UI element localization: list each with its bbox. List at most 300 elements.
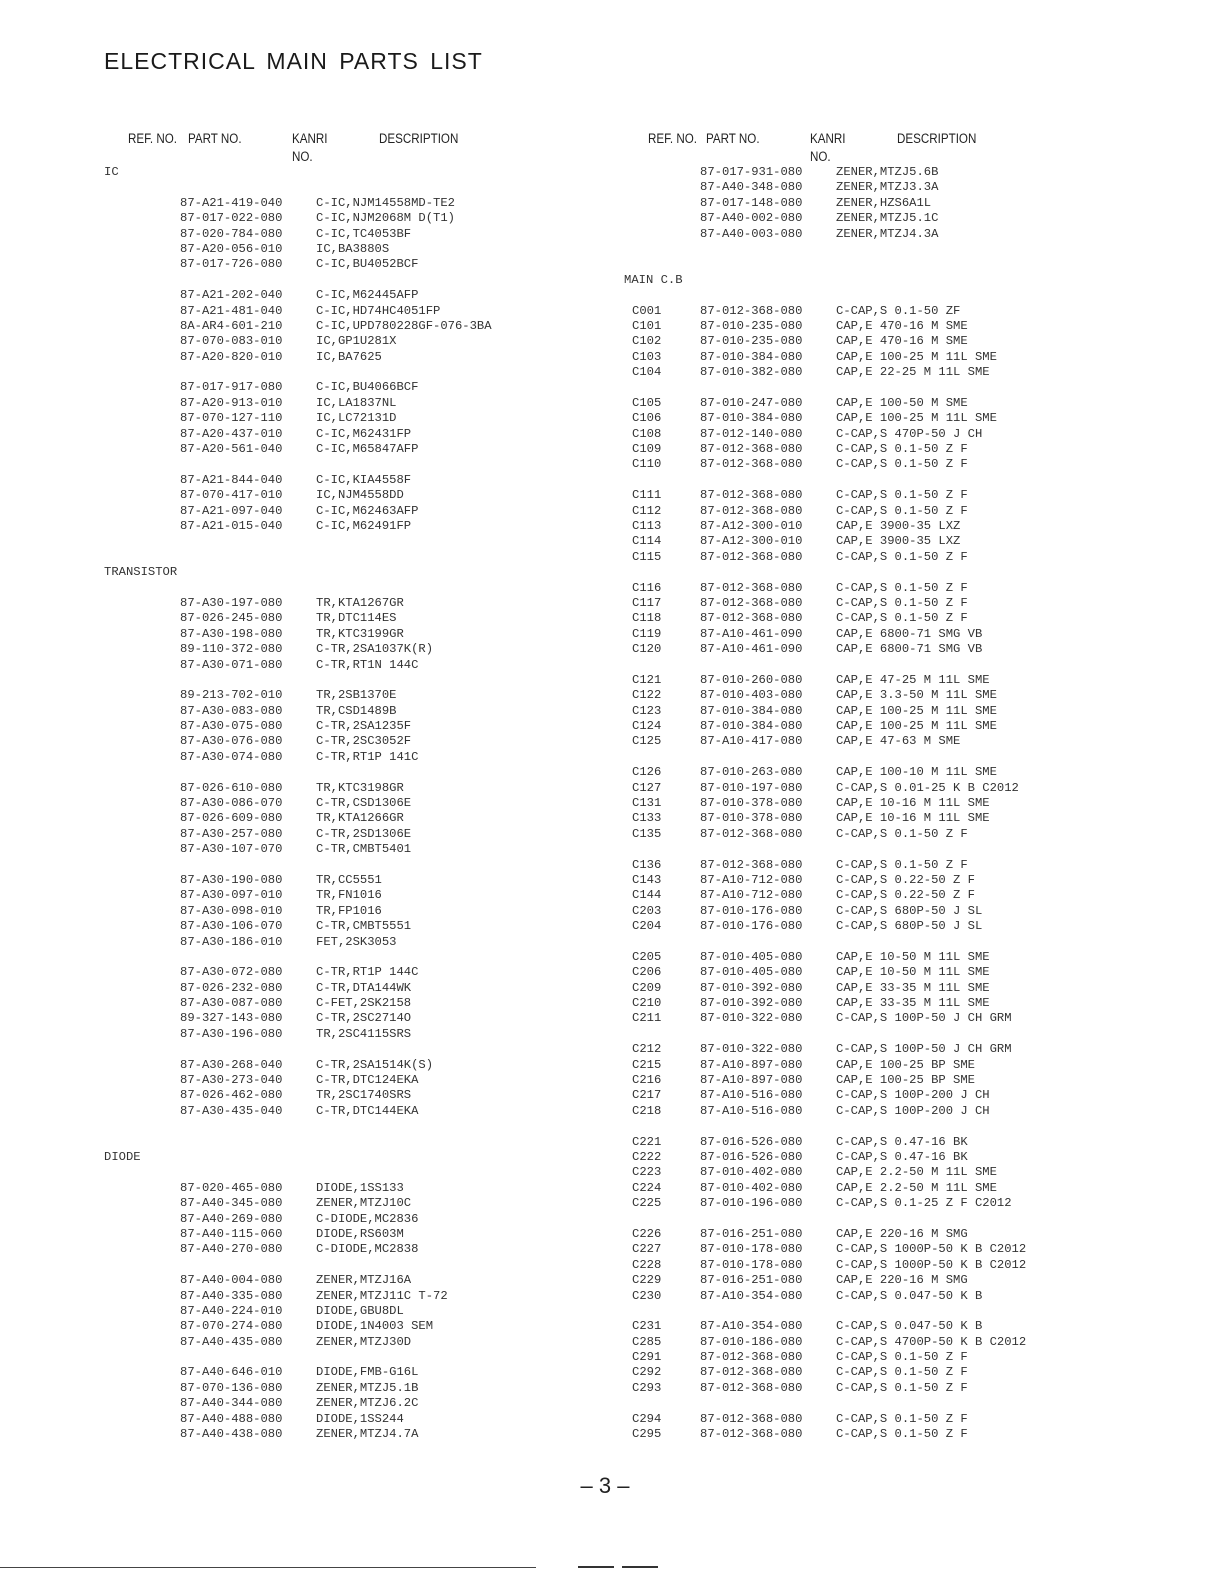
- description-cell: C-CAP,S 100P-200 J CH: [836, 1088, 990, 1103]
- description-cell: CAP,E 100-25 M 11L SME: [836, 349, 997, 364]
- part-no-cell: 87-012-368-080: [700, 1411, 803, 1426]
- column-header: [0, 129, 610, 165]
- parts-column-left: [0, 129, 610, 1442]
- part-no-cell: 87-A30-435-040: [180, 1103, 283, 1118]
- description-cell: TR,KTC3198GR: [316, 780, 404, 795]
- table-row: [0, 888, 610, 903]
- ref-no-cell: C114: [632, 534, 662, 549]
- part-no-cell: 87-A10-461-090: [700, 626, 803, 641]
- ref-no-cell: C222: [632, 1150, 662, 1164]
- part-no-cell: 87-A20-913-010: [180, 395, 283, 410]
- part-no-cell: 87-020-784-080: [180, 226, 283, 241]
- ref-no-cell: C122: [632, 688, 662, 703]
- ref-no-cell: C119: [632, 626, 662, 641]
- description-cell: C-IC,M65847AFP: [316, 442, 419, 457]
- table-row: [610, 781, 1220, 796]
- ref-no-cell: C104: [632, 365, 662, 380]
- ref-no-cell: C204: [632, 919, 662, 934]
- row-spacer: [610, 1304, 1220, 1319]
- row-spacer: [0, 1165, 610, 1180]
- part-no-cell: 87-A21-844-040: [180, 472, 283, 487]
- part-no-cell: 87-020-465-080: [180, 1180, 283, 1195]
- part-no-cell: 87-A10-516-080: [700, 1088, 803, 1103]
- table-row: [0, 1396, 610, 1411]
- row-spacer: [610, 1119, 1220, 1134]
- description-cell: C-CAP,S 0.1-50 Z F: [836, 580, 968, 595]
- ref-no-cell: C295: [632, 1427, 662, 1442]
- ref-no-cell: C209: [632, 980, 662, 995]
- description-cell: C-TR,2SC3052F: [316, 734, 412, 749]
- description-cell: IC,NJM4558DD: [316, 488, 404, 503]
- part-no-cell: 87-A30-087-080: [180, 996, 283, 1011]
- description-cell: C-CAP,S 0.1-50 Z F: [836, 826, 968, 841]
- table-row: [610, 1150, 1220, 1165]
- table-row: [610, 734, 1220, 749]
- description-cell: C-IC,M62491FP: [316, 518, 412, 533]
- description-cell: DIODE,RS603M: [316, 1226, 404, 1241]
- section-heading: [0, 165, 610, 180]
- table-row: [610, 196, 1220, 211]
- description-cell: DIODE,GBU8DL: [316, 1303, 404, 1318]
- table-row: [0, 1073, 610, 1088]
- description-cell: CAP,E 220-16 M SMG: [836, 1273, 968, 1288]
- table-row: [0, 919, 610, 934]
- description-cell: DIODE,1N4003 SEM: [316, 1319, 434, 1334]
- description-cell: CAP,E 470-16 M SME: [836, 334, 968, 349]
- description-cell: CAP,E 33-35 M 11L SME: [836, 980, 990, 995]
- part-no-cell: 87-A30-071-080: [180, 657, 283, 672]
- part-no-cell: 87-A21-202-040: [180, 288, 283, 303]
- table-row: [610, 504, 1220, 519]
- part-no-cell: 87-A40-270-080: [180, 1242, 283, 1257]
- part-no-cell: 87-A10-417-080: [700, 734, 803, 749]
- ref-no-cell: C112: [632, 503, 662, 518]
- row-spacer: [610, 750, 1220, 765]
- description-cell: C-IC,M62463AFP: [316, 503, 419, 518]
- ref-no-cell: C001: [632, 303, 662, 318]
- table-row: [610, 411, 1220, 426]
- table-row: [610, 796, 1220, 811]
- part-no-cell: 89-327-143-080: [180, 1011, 283, 1026]
- part-no-cell: 87-A20-437-010: [180, 426, 283, 441]
- part-no-cell: 87-010-384-080: [700, 349, 803, 364]
- part-no-cell: 87-A40-345-080: [180, 1196, 283, 1211]
- table-row: [610, 1042, 1220, 1057]
- part-no-cell: 87-012-368-080: [700, 857, 803, 872]
- ref-no-cell: C109: [632, 442, 662, 457]
- description-cell: TR,2SC4115SRS: [316, 1026, 412, 1041]
- table-row: [610, 1319, 1220, 1334]
- table-row: [0, 1058, 610, 1073]
- description-cell: C-CAP,S 0.22-50 Z F: [836, 872, 975, 887]
- ref-no-cell: C206: [632, 965, 662, 980]
- table-row: [610, 304, 1220, 319]
- description-cell: ZENER,MTZJ30D: [316, 1334, 412, 1349]
- table-row: [610, 442, 1220, 457]
- description-cell: ZENER,MTZJ6.2C: [316, 1396, 419, 1411]
- description-cell: ZENER,HZS6A1L: [836, 195, 932, 210]
- part-no-cell: 87-010-384-080: [700, 703, 803, 718]
- description-cell: C-IC,BU4052BCF: [316, 257, 419, 272]
- description-cell: C-CAP,S 0.01-25 K B C2012: [836, 780, 1019, 795]
- part-no-cell: 87-017-148-080: [700, 195, 803, 210]
- description-cell: C-IC,NJM2068M D(T1): [316, 211, 455, 226]
- table-row: [610, 627, 1220, 642]
- description-cell: TR,CSD1489B: [316, 703, 397, 718]
- ref-no-cell: C116: [632, 580, 662, 595]
- description-cell: CAP,E 2.2-50 M 11L SME: [836, 1180, 997, 1195]
- part-no-cell: 87-026-462-080: [180, 1088, 283, 1103]
- table-row: [0, 873, 610, 888]
- description-cell: C-FET,2SK2158: [316, 996, 412, 1011]
- table-row: [610, 1365, 1220, 1380]
- part-no-cell: 87-012-368-080: [700, 611, 803, 626]
- row-spacer: [610, 842, 1220, 857]
- part-no-cell: 87-012-368-080: [700, 1380, 803, 1395]
- ref-no-cell: C211: [632, 1011, 662, 1026]
- part-no-cell: 87-A20-056-010: [180, 241, 283, 256]
- ref-no-cell: C125: [632, 734, 662, 749]
- table-row: [610, 904, 1220, 919]
- table-row: [0, 842, 610, 857]
- description-cell: TR,FN1016: [316, 888, 382, 903]
- bottom-rule-fragment: [578, 1566, 614, 1568]
- description-cell: ZENER,MTZJ5.1C: [836, 211, 939, 226]
- table-row: [0, 1319, 610, 1334]
- ref-no-cell: C285: [632, 1334, 662, 1349]
- part-no-cell: 87-A30-075-080: [180, 719, 283, 734]
- bottom-rule: [0, 1567, 536, 1568]
- ref-no-cell: C212: [632, 1042, 662, 1057]
- table-row: [0, 658, 610, 673]
- part-no-cell: 87-010-196-080: [700, 1196, 803, 1211]
- description-cell: C-CAP,S 0.1-50 Z F: [836, 1365, 968, 1380]
- table-row: [610, 642, 1220, 657]
- ref-no-cell: C216: [632, 1073, 662, 1088]
- table-row: [610, 1073, 1220, 1088]
- description-cell: CAP,E 100-10 M 11L SME: [836, 765, 997, 780]
- description-cell: TR,2SB1370E: [316, 688, 397, 703]
- table-row: [0, 350, 610, 365]
- header-kanri-no: NO.: [810, 149, 831, 164]
- ref-no-cell: C103: [632, 349, 662, 364]
- table-row: [610, 1258, 1220, 1273]
- description-cell: TR,2SC1740SRS: [316, 1088, 412, 1103]
- description-cell: TR,CC5551: [316, 872, 382, 887]
- table-row: [0, 796, 610, 811]
- table-row: [610, 350, 1220, 365]
- part-no-cell: 87-A40-488-080: [180, 1411, 283, 1426]
- description-cell: C-CAP,S 0.1-50 Z F: [836, 442, 968, 457]
- description-cell: C-TR,DTA144WK: [316, 980, 412, 995]
- table-row: [0, 380, 610, 395]
- description-cell: C-CAP,S 0.1-50 Z F: [836, 503, 968, 518]
- description-cell: TR,DTC114ES: [316, 611, 397, 626]
- header-description: DESCRIPTION: [897, 131, 977, 146]
- table-row: [610, 227, 1220, 242]
- row-spacer: [0, 673, 610, 688]
- row-spacer: [0, 534, 610, 549]
- ref-no-cell: C210: [632, 996, 662, 1011]
- part-no-cell: 87-010-235-080: [700, 318, 803, 333]
- ref-no-cell: C221: [632, 1134, 662, 1149]
- description-cell: C-IC,M62445AFP: [316, 288, 419, 303]
- description-cell: CAP,E 3900-35 LXZ: [836, 518, 961, 533]
- table-row: [0, 1365, 610, 1380]
- description-cell: C-CAP,S 0.1-50 Z F: [836, 549, 968, 564]
- description-cell: C-CAP,S 470P-50 J CH: [836, 426, 983, 441]
- part-no-cell: 87-A20-561-040: [180, 442, 283, 457]
- description-cell: DIODE,1SS244: [316, 1411, 404, 1426]
- part-no-cell: 87-026-245-080: [180, 611, 283, 626]
- table-row: [610, 673, 1220, 688]
- description-cell: C-IC,NJM14558MD-TE2: [316, 195, 455, 210]
- description-cell: C-CAP,S 0.1-50 Z F: [836, 457, 968, 472]
- page-number: – 3 –: [580, 1473, 630, 1498]
- row-spacer: [0, 180, 610, 195]
- table-row: [0, 719, 610, 734]
- description-cell: C-TR,2SD1306E: [316, 826, 412, 841]
- part-no-cell: 87-A21-097-040: [180, 503, 283, 518]
- table-row: [0, 642, 610, 657]
- description-cell: IC,BA7625: [316, 349, 382, 364]
- part-no-cell: 87-026-232-080: [180, 980, 283, 995]
- table-row: [0, 1011, 610, 1026]
- part-no-cell: 87-A30-186-010: [180, 934, 283, 949]
- part-no-cell: 87-010-392-080: [700, 980, 803, 995]
- table-row: [610, 1227, 1220, 1242]
- description-cell: C-TR,CMBT5401: [316, 842, 412, 857]
- table-row: [610, 581, 1220, 596]
- ref-no-cell: C106: [632, 411, 662, 426]
- description-cell: C-IC,KIA4558F: [316, 472, 412, 487]
- description-cell: C-CAP,S 0.1-50 Z F: [836, 1411, 968, 1426]
- part-no-cell: 87-A12-300-010: [700, 518, 803, 533]
- description-cell: CAP,E 6800-71 SMG VB: [836, 626, 983, 641]
- description-cell: C-TR,CSD1306E: [316, 796, 412, 811]
- header-ref-no: REF. NO.: [648, 131, 698, 146]
- part-no-cell: 87-A30-072-080: [180, 965, 283, 980]
- ref-no-cell: C101: [632, 318, 662, 333]
- part-no-cell: 87-012-368-080: [700, 1350, 803, 1365]
- part-no-cell: 87-012-368-080: [700, 1365, 803, 1380]
- part-no-cell: 87-A40-002-080: [700, 211, 803, 226]
- part-no-cell: 87-A12-300-010: [700, 534, 803, 549]
- row-spacer: [610, 257, 1220, 272]
- ref-no-cell: C144: [632, 888, 662, 903]
- table-row: [610, 688, 1220, 703]
- table-row: [610, 534, 1220, 549]
- table-row: [610, 1058, 1220, 1073]
- part-no-cell: 87-070-127-110: [180, 411, 283, 426]
- table-row: [610, 919, 1220, 934]
- table-row: [610, 319, 1220, 334]
- ref-no-cell: C123: [632, 703, 662, 718]
- part-no-cell: 87-012-368-080: [700, 580, 803, 595]
- part-no-cell: 87-010-405-080: [700, 949, 803, 964]
- ref-no-cell: C230: [632, 1288, 662, 1303]
- ref-no-cell: C115: [632, 549, 662, 564]
- part-no-cell: 87-012-368-080: [700, 457, 803, 472]
- table-row: [0, 1196, 610, 1211]
- ref-no-cell: C131: [632, 796, 662, 811]
- section-heading: [610, 273, 1220, 288]
- table-row: [0, 427, 610, 442]
- part-no-cell: 87-A40-115-060: [180, 1226, 283, 1241]
- table-row: [610, 996, 1220, 1011]
- ref-no-cell: C203: [632, 903, 662, 918]
- part-no-cell: 87-A40-335-080: [180, 1288, 283, 1303]
- ref-no-cell: C225: [632, 1196, 662, 1211]
- part-no-cell: 87-017-726-080: [180, 257, 283, 272]
- description-cell: CAP,E 2.2-50 M 11L SME: [836, 1165, 997, 1180]
- table-row: [610, 1412, 1220, 1427]
- table-row: [0, 1381, 610, 1396]
- table-row: [610, 550, 1220, 565]
- ref-no-cell: C215: [632, 1057, 662, 1072]
- description-cell: ZENER,MTZJ3.3A: [836, 180, 939, 195]
- part-no-cell: 87-010-178-080: [700, 1257, 803, 1272]
- description-cell: CAP,E 22-25 M 11L SME: [836, 365, 990, 380]
- table-row: [0, 596, 610, 611]
- row-spacer: [0, 273, 610, 288]
- row-spacer: [0, 765, 610, 780]
- ref-no-cell: C293: [632, 1380, 662, 1395]
- row-spacer: [0, 950, 610, 965]
- description-cell: C-CAP,S 1000P-50 K B C2012: [836, 1257, 1027, 1272]
- table-row: [610, 1273, 1220, 1288]
- ref-no-cell: C124: [632, 719, 662, 734]
- table-row: [610, 365, 1220, 380]
- part-no-cell: 87-A30-097-010: [180, 888, 283, 903]
- table-row: [610, 888, 1220, 903]
- description-cell: C-TR,2SA1037K(R): [316, 642, 434, 657]
- table-row: [610, 211, 1220, 226]
- description-cell: C-TR,RT1P 141C: [316, 749, 419, 764]
- description-cell: C-TR,RT1N 144C: [316, 657, 419, 672]
- description-cell: C-DIODE,MC2836: [316, 1211, 419, 1226]
- table-row: [0, 396, 610, 411]
- description-cell: TR,FP1016: [316, 903, 382, 918]
- table-row: [610, 457, 1220, 472]
- description-cell: C-TR,DTC144EKA: [316, 1103, 419, 1118]
- description-cell: C-CAP,S 0.47-16 BK: [836, 1150, 968, 1164]
- ref-no-cell: C227: [632, 1242, 662, 1257]
- part-no-cell: 87-010-197-080: [700, 780, 803, 795]
- part-no-cell: 87-010-402-080: [700, 1165, 803, 1180]
- header-kanri-no: NO.: [292, 149, 313, 164]
- table-row: [0, 211, 610, 226]
- parts-list-right: [610, 165, 1220, 1442]
- header-part-no: PART NO.: [188, 131, 242, 146]
- description-cell: IC,LC72131D: [316, 411, 397, 426]
- table-row: [610, 1011, 1220, 1026]
- description-cell: C-IC,HD74HC4051FP: [316, 303, 441, 318]
- part-no-cell: 87-070-083-010: [180, 334, 283, 349]
- parts-list-left: [0, 165, 610, 1442]
- part-no-cell: 87-A30-273-040: [180, 1073, 283, 1088]
- table-row: [610, 1196, 1220, 1211]
- part-no-cell: 87-010-178-080: [700, 1242, 803, 1257]
- description-cell: C-CAP,S 0.1-50 ZF: [836, 303, 961, 318]
- part-no-cell: 87-010-186-080: [700, 1334, 803, 1349]
- table-row: [610, 519, 1220, 534]
- table-row: [610, 596, 1220, 611]
- table-row: [0, 965, 610, 980]
- part-no-cell: 87-A21-419-040: [180, 195, 283, 210]
- table-row: [0, 1289, 610, 1304]
- description-cell: TR,KTA1267GR: [316, 595, 404, 610]
- part-no-cell: 89-213-702-010: [180, 688, 283, 703]
- part-no-cell: 87-A40-348-080: [700, 180, 803, 195]
- part-no-cell: 87-A40-646-010: [180, 1365, 283, 1380]
- table-row: [610, 858, 1220, 873]
- table-row: [0, 1304, 610, 1319]
- part-no-cell: 87-017-931-080: [700, 165, 803, 179]
- part-no-cell: 87-010-322-080: [700, 1011, 803, 1026]
- table-row: [0, 242, 610, 257]
- header-kanri: KANRI: [810, 131, 846, 146]
- part-no-cell: 87-010-382-080: [700, 365, 803, 380]
- table-row: [0, 781, 610, 796]
- table-row: [610, 1242, 1220, 1257]
- table-row: [610, 1427, 1220, 1442]
- row-spacer: [610, 658, 1220, 673]
- part-no-cell: 87-010-176-080: [700, 919, 803, 934]
- ref-no-cell: C228: [632, 1257, 662, 1272]
- table-row: [610, 873, 1220, 888]
- description-cell: C-IC,UPD780228GF-076-3BA: [316, 318, 492, 333]
- part-no-cell: 87-A30-268-040: [180, 1057, 283, 1072]
- page-title: ELECTRICAL MAIN PARTS LIST: [104, 48, 483, 74]
- description-cell: C-TR,CMBT5551: [316, 919, 412, 934]
- table-row: [0, 257, 610, 272]
- part-no-cell: 87-070-274-080: [180, 1319, 283, 1334]
- table-row: [0, 319, 610, 334]
- part-no-cell: 87-016-251-080: [700, 1226, 803, 1241]
- part-no-cell: 87-070-136-080: [180, 1380, 283, 1395]
- part-no-cell: 87-012-368-080: [700, 595, 803, 610]
- part-no-cell: 87-012-368-080: [700, 503, 803, 518]
- row-spacer: [0, 1042, 610, 1057]
- part-no-cell: 87-010-384-080: [700, 719, 803, 734]
- table-row: [610, 765, 1220, 780]
- ref-no-cell: C113: [632, 518, 662, 533]
- description-cell: C-TR,RT1P 144C: [316, 965, 419, 980]
- ref-no-cell: C135: [632, 826, 662, 841]
- part-no-cell: 87-017-917-080: [180, 380, 283, 395]
- table-row: [610, 950, 1220, 965]
- description-cell: C-IC,M62431FP: [316, 426, 412, 441]
- table-row: [0, 411, 610, 426]
- part-no-cell: 87-A10-897-080: [700, 1073, 803, 1088]
- description-cell: C-CAP,S 0.1-50 Z F: [836, 611, 968, 626]
- table-row: [0, 1212, 610, 1227]
- part-no-cell: 87-A30-190-080: [180, 872, 283, 887]
- table-row: [610, 165, 1220, 180]
- part-no-cell: 87-010-260-080: [700, 672, 803, 687]
- ref-no-cell: C105: [632, 395, 662, 410]
- table-row: [0, 1335, 610, 1350]
- description-cell: C-CAP,S 0.1-50 Z F: [836, 595, 968, 610]
- table-row: [610, 1181, 1220, 1196]
- section-heading: [0, 1150, 610, 1165]
- table-row: [0, 996, 610, 1011]
- table-row: [0, 627, 610, 642]
- description-cell: CAP,E 10-16 M 11L SME: [836, 811, 990, 826]
- row-spacer: [0, 858, 610, 873]
- description-cell: C-CAP,S 1000P-50 K B C2012: [836, 1242, 1027, 1257]
